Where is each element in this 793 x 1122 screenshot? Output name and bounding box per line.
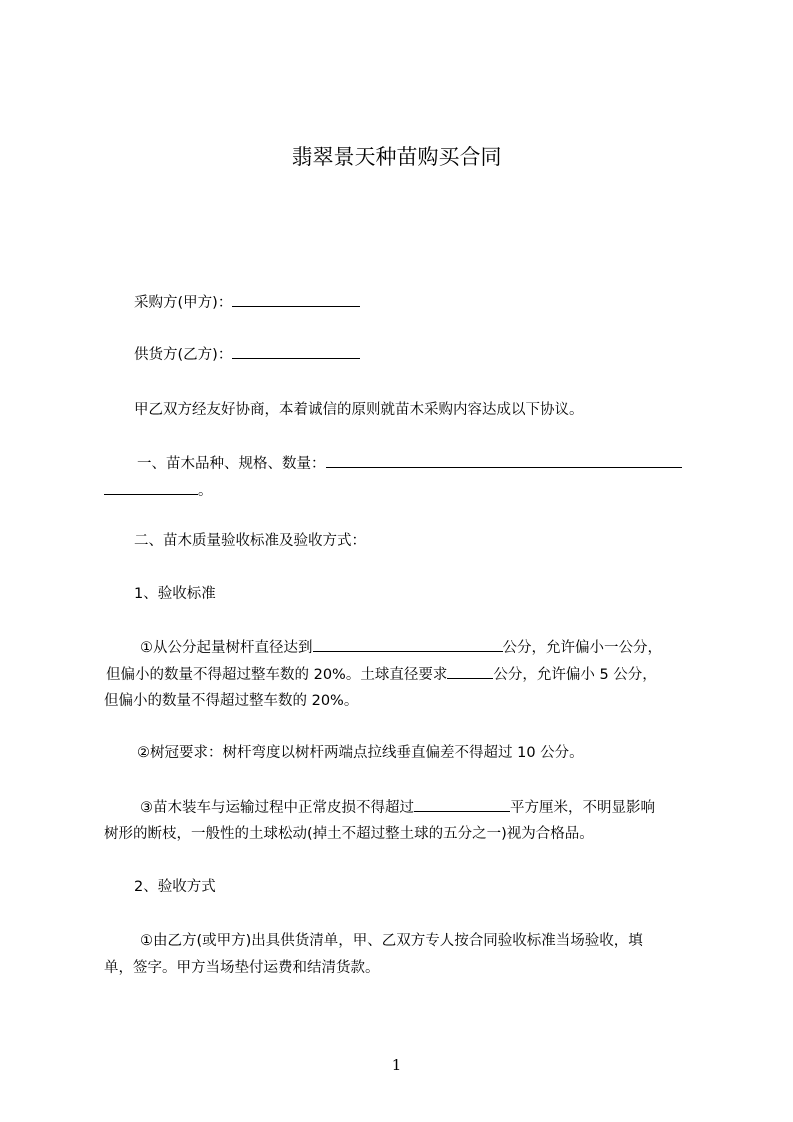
party-a-blank [232,292,360,307]
item1-line-3: 但偏小的数量不得超过整车数的 20%。 [104,693,359,709]
section1-label: 一、苗木品种、规格、数量： [137,456,326,472]
item2-paragraph: ②树冠要求：树杆弯度以树杆两端点拉线垂直偏差不得超过 10 公分。 [137,745,584,761]
section1-line-2 [104,480,213,501]
item3-text-a: ③苗木装车与运输过程中正常皮损不得超过 [140,800,414,816]
intro-paragraph: 甲乙双方经友好协商，本着诚信的原则就苗木采购内容达成以下协议。 [134,402,584,418]
root-ball-blank [447,664,493,679]
subheading-acceptance-standard: 1、验收标准 [134,586,216,602]
section1-line [137,453,682,474]
bark-damage-blank [414,797,510,812]
section1-end: 。 [198,483,213,499]
item4-line-1: ①由乙方(或甲方)出具供货清单，甲、乙双方专人按合同验收标准当场验收，填 [140,933,643,949]
item4-line-2: 单，签字。甲方当场垫付运费和结清货款。 [104,960,380,976]
item3-line-1 [140,797,655,818]
section1-blank-2 [104,480,198,495]
item1-text-b: 公分，允许偏小一公分， [502,640,662,656]
party-b-line [134,344,360,365]
page-number: 1 [391,1056,402,1074]
item1-line-2 [106,664,657,685]
item3-line-2: 树形的断枝，一般性的土球松动(掉土不超过整土球的五分之一)视为合格品。 [104,826,594,842]
item1-line-1 [140,637,662,658]
item1-text-d: 公分，允许偏小 5 公分， [493,667,657,683]
party-b-blank [232,344,360,359]
trunk-diameter-blank [313,637,503,652]
item3-text-b: 平方厘米，不明显影响 [510,800,655,816]
item1-text-c: 但偏小的数量不得超过整车数的 20%。土球直径要求 [106,667,448,683]
contract-title: 翡翠景天种苗购买合同 [291,145,502,169]
party-a-label: 采购方(甲方)： [134,295,233,311]
section2-heading: 二、苗木质量验收标准及验收方式： [134,533,366,549]
section1-blank [326,453,682,468]
party-a-line [134,292,360,313]
subheading-acceptance-method: 2、验收方式 [134,879,216,895]
item1-text-a: ①从公分起量树杆直径达到 [140,640,313,656]
party-b-label: 供货方(乙方)： [134,347,233,363]
